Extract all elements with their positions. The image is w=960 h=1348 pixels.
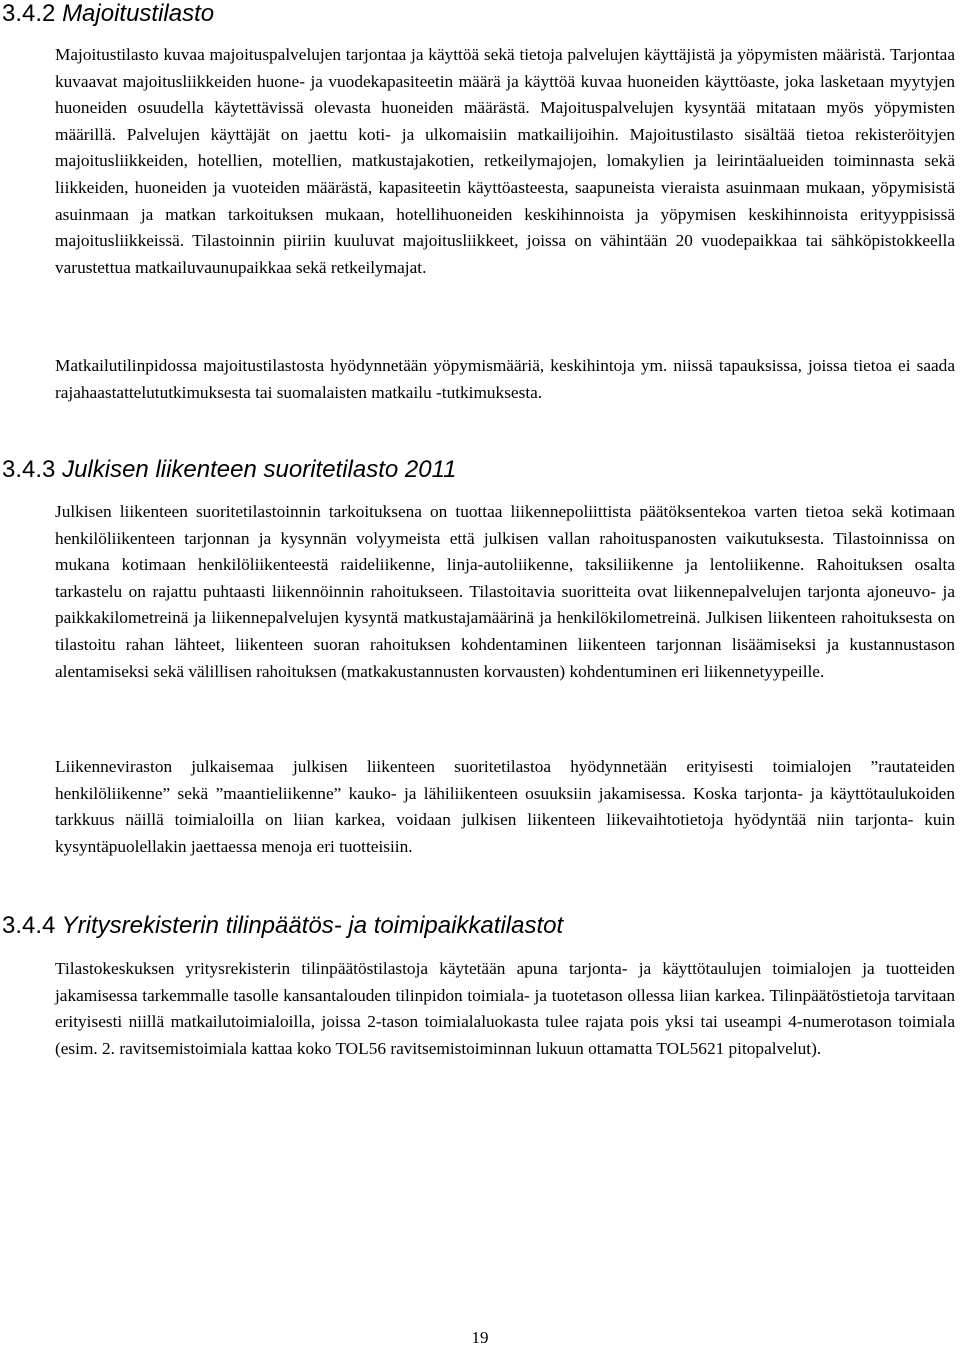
paragraph: Majoitustilasto kuvaa majoituspalvelujen tarjontaa ja käyttöä sekä tietoja palvelujen käyttäjistä ja yöpymisten määristä. Tarjontaa kuvaavat majoitusliikkeiden huone- ja vuodekapasiteetin määrä ja käyttöä kuvaa huoneiden käyttöaste, joka lasketaan myytyjen huoneiden osuudella käytettävissä olevasta huoneiden määrästä. Majoituspalvelujen kysyntää mitataan myös yöpymisten määrillä. Palvelujen käyttäjät on jaettu koti- ja ulkomaisiin matkailijoihin. Majoitustilasto sisältää tietoa rekisteröityjen majoitusliikkeiden, hotellien, motellien, matkustajakotien, retkeilymajojen, lomakylien ja leirintäalueiden toiminnasta sekä liikkeiden, huoneiden ja vuoteiden määrästä, kapasiteetin käyttöasteesta, saapuneista vieraista asuinmaan mukaan, yöpymisistä asuinmaan ja matkan tarkoituksen mukaan, hotellihuoneiden keskihinnoista ja yöpymisen keskihinnoista erityyppisissä majoitusliikkeissä. Tilastoinnin piiriin kuuluvat majoitusliikkeet, joissa on vähintään 20 vuodepaikkaa tai sähköpistokkeella varustettua matkailuvaunupaikkaa sekä retkeilymajat.	[55, 45, 955, 277]
paragraph: Liikenneviraston julkaisemaa julkisen liikenteen suoritetilastoa hyödynnetään erityisesti toimialojen ”rautateiden henkilöliikenne” sekä ”maantieliikenne” kauko- ja lähiliikenteen osuuksiin jakamisessa. Koska tarjonta- ja käyttötaulukoiden tarkkuus näillä toimialoilla on liian karkea, voidaan julkisen liikenteen liikevaihtotietoja hyödyntää niin tarjonta- kuin kysyntäpuolellakin jaettaessa menoja eri tuotteisiin.	[55, 757, 955, 856]
section-number: 3.4.4	[2, 912, 56, 939]
section-title: Julkisen liikenteen suoritetilasto 2011	[62, 456, 457, 483]
section-title: Yritysrekisterin tilinpäätös- ja toimipaikkatilastot	[61, 912, 564, 939]
paragraph: Matkailutilinpidossa majoitustilastosta hyödynnetään yöpymismääriä, keskihintoja ym. niissä tapauksissa, joissa tietoa ei saada rajahaastattelututkimuksesta tai suomalaisten matkailu -tutkimuksesta.	[55, 356, 955, 402]
paragraph: Tilastokeskuksen yritysrekisterin tilinpäätöstilastoja käytetään apuna tarjonta- ja käyttötaulujen toimialojen ja tuotteiden jakamisessa tarkemmalle tasolle kansantalouden tilinpidon toimiala- ja tuotetason ollessa liian karkea. Tilinpäätöstietoja tarvitaan erityisesti niillä matkailutoimialoilla, joissa 2-tason toimialaluokasta tulee rajata pois yksi tai useampi 4-numerotason toimiala (esim. 2. ravitsemistoimiala kattaa koko TOL56 ravitsemistoiminnan lukuun ottamatta TOL5621 pitopalvelut).	[55, 959, 955, 1058]
page-number: 19	[471, 1328, 489, 1347]
section-heading-yritysrekisterin-tilastot	[2, 912, 563, 940]
section-number: 3.4.3	[2, 456, 56, 483]
section-number: 3.4.2	[2, 0, 56, 27]
section-heading-majoitustilasto	[2, 0, 214, 28]
section-heading-julkisen-liikenteen-suoritetilasto	[2, 456, 457, 484]
paragraph: Julkisen liikenteen suoritetilastoinnin tarkoituksena on tuottaa liikennepoliittista päätöksentekoa varten tietoa sekä kotimaan henkilöliikenteen tarjonnan ja kysynnän volyymeista että julkisen vallan rahoituspanosten vaikutuksesta. Tilastoinnissa on mukana kotimaan henkilöliikenteestä raideliikenne, linja-autoliikenne, taksiliikenne ja lentoliikenne. Rahoituksen osalta tarkastelu on rajattu puhtaasti liikennöinnin rahoitukseen. Tilastoitavia suoritteita ovat liikennepalvelujen tarjonta ajoneuvo- ja paikkakilometreinä ja liikennepalvelujen kysyntä matkustajamäärinä ja henkilökilometreinä. Julkisen liikenteen rahoituksesta on tilastoitu rahan lähteet, liikenteen suoran rahoituksen kohdentaminen liikenteen tarjonnan lisäämiseksi ja kustannustason alentamiseksi sekä välillisen rahoituksen (matkakustannusten korvausten) kohdentuminen eri liikennetyypeille.	[55, 502, 955, 681]
section-title: Majoitustilasto	[62, 0, 215, 27]
